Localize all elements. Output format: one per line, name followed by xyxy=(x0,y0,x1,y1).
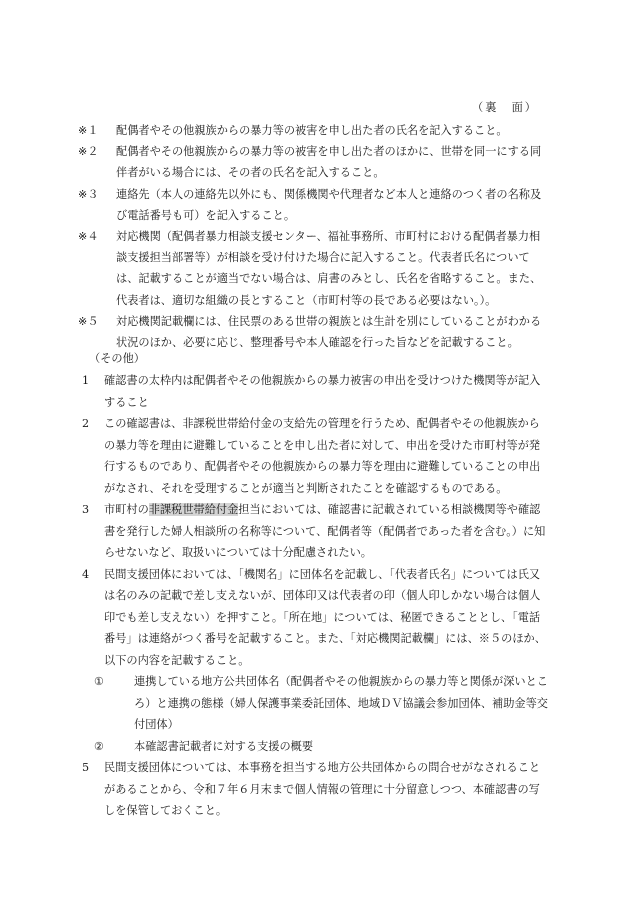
other-section-title: （その他） xyxy=(89,352,145,365)
other-items-list xyxy=(82,370,550,822)
notes-list xyxy=(78,120,548,353)
item-number: 5 xyxy=(82,761,90,774)
note-1 xyxy=(78,120,548,141)
other-item-5 xyxy=(82,757,550,822)
note-3 xyxy=(78,184,548,226)
sub-item-text: 本確認書記載者に対する支援の概要 xyxy=(134,739,314,753)
note-mark: ※４ xyxy=(78,230,99,244)
note-text: 対応機関（配偶者暴力相談支援センター、福祉事務所、市町村における配偶者暴力相談支援担当部署等）が相談を受け付けた場合に記入すること。代表者氏名については、記載することが適当でない場合は、肩書のみとし、氏名を省略すること。また、代表者は、適切な組織の長とすること（市町村等の長である必要はない。）。 xyxy=(116,230,542,307)
item-text: 民間支援団体については、本事務を担当する地方公共団体からの問合せがなされることがあることから、令和７年６月末まで個人情報の管理に十分留意しつつ、本確認書の写しを保管しておくこと。 xyxy=(104,761,541,817)
highlighted-text: 非課税世帯給付金 xyxy=(148,503,239,516)
item-number: 4 xyxy=(82,567,90,581)
other-item-1 xyxy=(82,370,550,413)
item-number: 3 xyxy=(82,503,90,516)
note-5 xyxy=(78,311,548,353)
sub-item-2 xyxy=(82,736,550,758)
item-text-post: 担当においては、確認書に記載されている相談機関等や確認書を発行した婦人相談所の名称等について、配偶者等（配偶者であった者を含む。）に知らせないなど、取扱いについては十分配慮されたい。 xyxy=(104,503,546,559)
note-2 xyxy=(78,141,548,183)
sub-item-1 xyxy=(82,671,550,736)
note-mark: ※２ xyxy=(78,145,99,159)
note-mark: ※１ xyxy=(78,124,99,137)
item-number: 2 xyxy=(82,417,90,430)
other-item-2 xyxy=(82,413,550,499)
note-mark: ※５ xyxy=(78,314,99,328)
other-item-3 xyxy=(82,499,550,564)
sub-item-mark: ① xyxy=(94,675,105,688)
item-text: 確認書の太枠内は配偶者やその他親族からの暴力被害の申出を受けつけた機関等が記入すること xyxy=(104,374,541,409)
item-text-pre: 市町村の xyxy=(104,503,149,516)
item-text: 民間支援団体においては、「機関名」に団体名を記載し、「代表者氏名」については氏又は名のみの記載で差し支えないが、団体印又は代表者の印（個人印しかない場合は個人印でも差し支えない）を押すこと。「所在地」については、秘匿できることとし、「電話番号」は連絡がつく番号を記載すること。また、「対応機関記載欄」には、※５のほか、以下の内容を記載すること。 xyxy=(104,567,546,667)
note-text: 配偶者やその他親族からの暴力等の被害を申し出た者のほかに、世帯を同一にする同伴者がいる場合には、その者の氏名を記入すること。 xyxy=(116,145,542,180)
note-4 xyxy=(78,226,548,311)
sub-item-text: 連携している地方公共団体名（配偶者やその他親族からの暴力等と関係が深いところ）と連携の態様（婦人保護事業委託団体、地域ＤＶ協議会参加団体、補助金等交付団体） xyxy=(134,675,548,731)
note-text: 対応機関記載欄には、住民票のある世帯の親族とは生計を別にしていることがわかる状況のほか、必要に応じ、整理番号や本人確認を行った旨などを記載すること。 xyxy=(116,314,542,350)
note-text: 連絡先（本人の連絡先以外にも、関係機関や代理者など本人と連絡のつく者の名称及び電話番号も可）を記入すること。 xyxy=(116,187,542,222)
note-text: 配偶者やその他親族からの暴力等の被害を申し出た者の氏名を記入すること。 xyxy=(116,124,508,137)
item-number: 1 xyxy=(82,374,90,387)
item-text: この確認書は、非課税世帯給付金の支給先の管理を行うため、配偶者やその他親族からの暴力等を理由に避難していることを申し出た者に対して、申出を受けた市町村等が発行するものであり、配偶者やその他親族からの暴力等を理由に避難していることの申出がなされ、それを受理することが適当と判断されたことを確認するものである。 xyxy=(104,417,541,495)
sub-item-mark: ② xyxy=(94,739,105,753)
page-side-label: （裏 面） xyxy=(472,101,538,114)
other-item-4 xyxy=(82,564,550,672)
note-mark: ※３ xyxy=(78,187,99,201)
